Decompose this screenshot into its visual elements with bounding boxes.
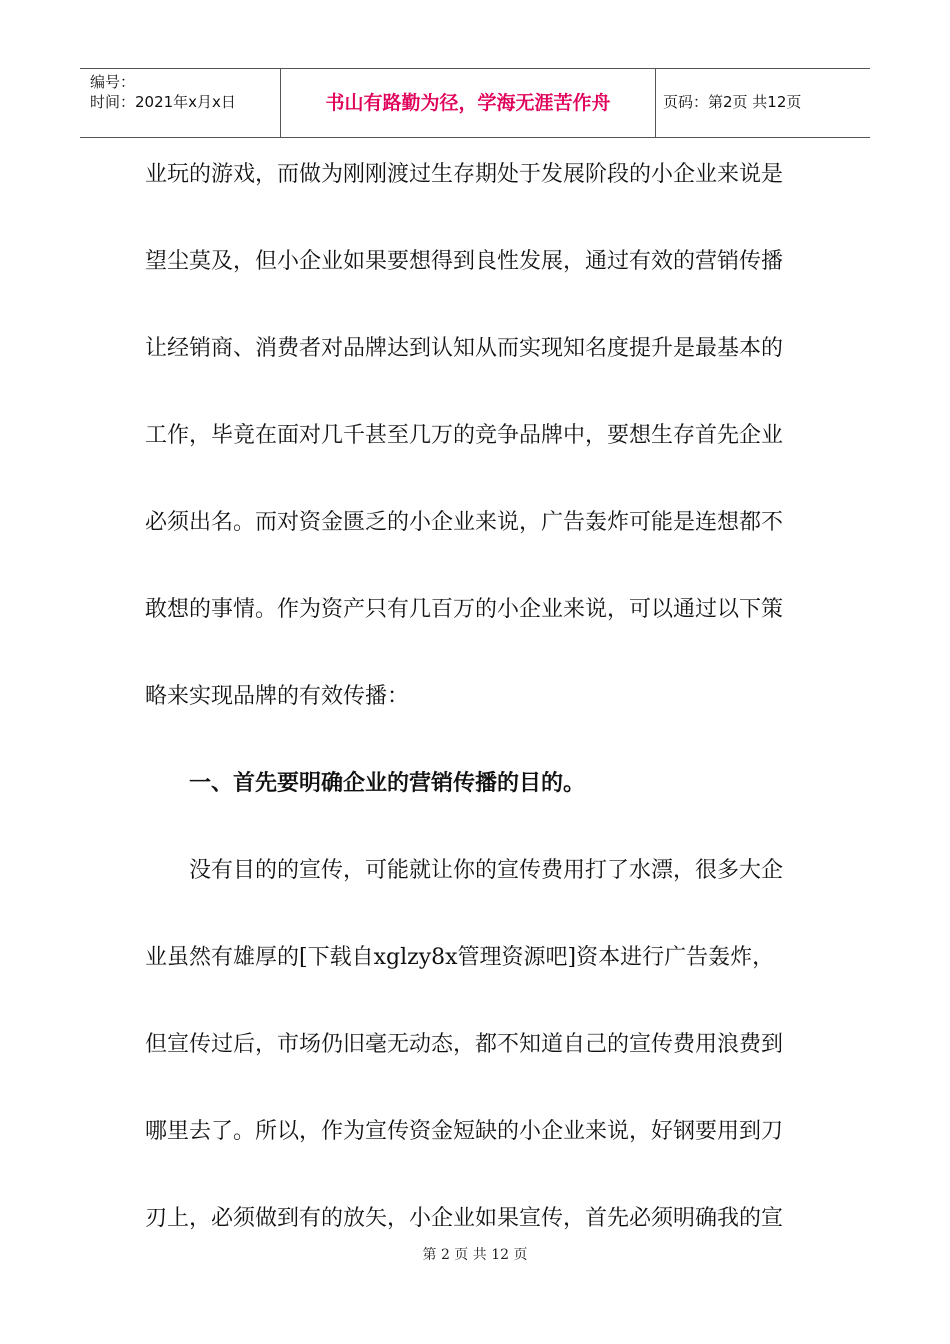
paragraph-line: 刃上，必须做到有的放矢，小企业如果宣传，首先必须明确我的宣 [145,1206,784,1231]
header-motto-cell [280,69,656,137]
paragraph-line: 业玩的游戏，而做为刚刚渡过生存期处于发展阶段的小企业来说是 [145,162,784,187]
paragraph-line: 没有目的的宣传，可能就让你的宣传费用打了水漂，很多大企 [189,858,784,883]
header-motto: 书山有路勤为径，学海无涯苦作舟 [325,92,611,114]
paragraph-line: 必须出名。而对资金匮乏的小企业来说，广告轰炸可能是连想都不 [145,510,784,535]
paragraph-line: 望尘莫及，但小企业如果要想得到良性发展，通过有效的营销传播 [145,249,784,274]
header-page-cell [655,69,870,137]
paragraph-line: 让经销商、消费者对品牌达到认知从而实现知名度提升是最基本的 [145,336,784,361]
paragraph-line: 略来实现品牌的有效传播： [145,684,410,709]
header-info-cell [80,69,280,137]
header-page-info: 页码：第2页 共12页 [663,93,802,111]
document-body [145,160,805,1291]
document-header [80,68,870,138]
doc-number-label: 编号： [90,73,136,91]
doc-date-label: 时间：2021年x月x日 [90,93,236,111]
paragraph-line: 工作，毕竟在面对几千甚至几万的竞争品牌中，要想生存首先企业 [145,423,784,448]
paragraph-line: 但宣传过后，市场仍旧毫无动态，都不知道自己的宣传费用浪费到 [145,1032,784,1057]
section-heading: 一、首先要明确企业的营销传播的目的。 [189,771,586,796]
paragraph-line: 哪里去了。所以，作为宣传资金短缺的小企业来说，好钢要用到刀 [145,1119,784,1144]
page-footer: 第 2 页 共 12 页 [422,1247,528,1263]
paragraph-line: 业虽然有雄厚的[下载自xglzy8x管理资源吧]资本进行广告轰炸， [145,945,775,970]
paragraph-line: 敢想的事情。作为资产只有几百万的小企业来说，可以通过以下策 [145,597,784,622]
